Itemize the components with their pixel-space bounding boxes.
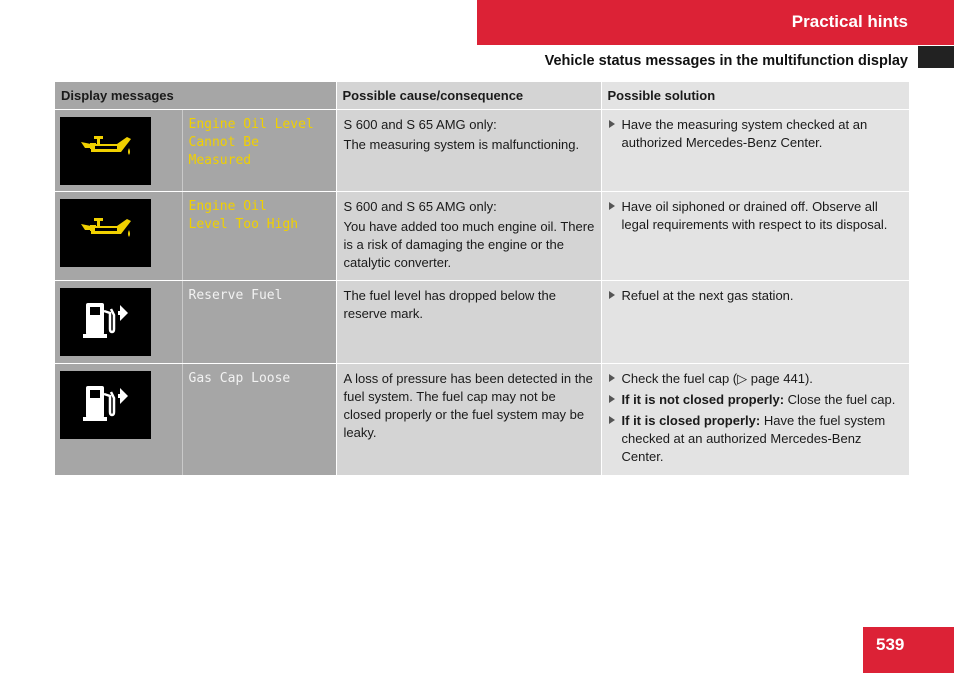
display-message: Gas Cap Loose (188, 371, 291, 386)
display-message: Reserve Fuel (188, 288, 283, 303)
cause-cell (336, 364, 601, 476)
solution-item (609, 412, 904, 466)
solution-cell (601, 364, 909, 476)
solution-item (609, 370, 904, 388)
oil-can-icon (77, 214, 135, 253)
table-row (55, 192, 909, 281)
solution-item (609, 391, 904, 409)
cause-text: S 600 and S 65 AMG only: (343, 199, 497, 214)
solution-text: Check the fuel cap (▷ page 441). (621, 371, 813, 386)
column-header-cause: Possible cause/consequence (336, 82, 601, 110)
cause-text: S 600 and S 65 AMG only: (343, 117, 497, 132)
page-number-box (863, 627, 954, 673)
cause-text: You have added too much engine oil. There is a risk of damaging the engine or the catalytic converter. (343, 219, 595, 270)
solution-item (609, 198, 904, 234)
column-header-display: Display messages (55, 82, 336, 110)
cause-cell (336, 110, 601, 192)
solution-cell (601, 110, 909, 192)
bullet-arrow-icon (609, 374, 615, 382)
solution-text: Refuel at the next gas station. (621, 288, 794, 303)
cause-text: The fuel level has dropped below the reserve mark. (343, 288, 556, 321)
bullet-arrow-icon (609, 291, 615, 299)
status-messages-table (55, 82, 909, 476)
cause-text: A loss of pressure has been detected in the fuel system. The fuel cap may not be closed properly or the fuel system may be leaky. (343, 371, 593, 440)
cause-cell (336, 281, 601, 364)
display-message: Engine Oil Level Cannot Be Measured (188, 117, 314, 168)
chapter-tab (918, 46, 954, 68)
solution-text: Have oil siphoned or drained off. Observe all legal requirements with respect to its disposal. (621, 199, 888, 232)
display-message-cell (182, 110, 336, 192)
display-message-cell (182, 192, 336, 281)
warning-lamp (60, 288, 151, 356)
cause-text: The measuring system is malfunctioning. (343, 137, 580, 152)
fuel-pump-icon (80, 299, 132, 346)
solution-condition: If it is not closed properly: (621, 392, 785, 407)
icon-cell (55, 192, 182, 281)
solution-text: Have the measuring system checked at an authorized Mercedes-Benz Center. (621, 117, 868, 150)
table-header-row (55, 82, 909, 110)
solution-cell (601, 192, 909, 281)
warning-lamp (60, 371, 151, 439)
warning-lamp (60, 199, 151, 267)
bullet-arrow-icon (609, 120, 615, 128)
solution-item (609, 287, 904, 305)
bullet-arrow-icon (609, 395, 615, 403)
table-row (55, 364, 909, 476)
icon-cell (55, 281, 182, 364)
display-message: Engine Oil Level Too High (188, 199, 299, 232)
icon-cell (55, 110, 182, 192)
oil-can-icon (77, 132, 135, 171)
bullet-arrow-icon (609, 202, 615, 210)
cause-cell (336, 192, 601, 281)
column-header-solution: Possible solution (601, 82, 909, 110)
table-row (55, 110, 909, 192)
solution-cell (601, 281, 909, 364)
table-row (55, 281, 909, 364)
section-header-bar (477, 0, 954, 45)
display-message-cell (182, 281, 336, 364)
fuel-pump-icon (80, 382, 132, 429)
warning-lamp (60, 117, 151, 185)
page-number: 539 (876, 635, 905, 654)
solution-item (609, 116, 904, 152)
solution-condition: If it is closed properly: (621, 413, 761, 428)
section-title: Practical hints (791, 12, 908, 31)
table-body (55, 110, 909, 476)
bullet-arrow-icon (609, 416, 615, 424)
solution-text: Have the fuel system checked at an authorized Mercedes-Benz Center. (621, 413, 886, 464)
solution-text: Close the fuel cap. (784, 392, 896, 407)
page-subtitle: Vehicle status messages in the multifunction display (544, 53, 908, 69)
icon-cell (55, 364, 182, 476)
display-message-cell (182, 364, 336, 476)
